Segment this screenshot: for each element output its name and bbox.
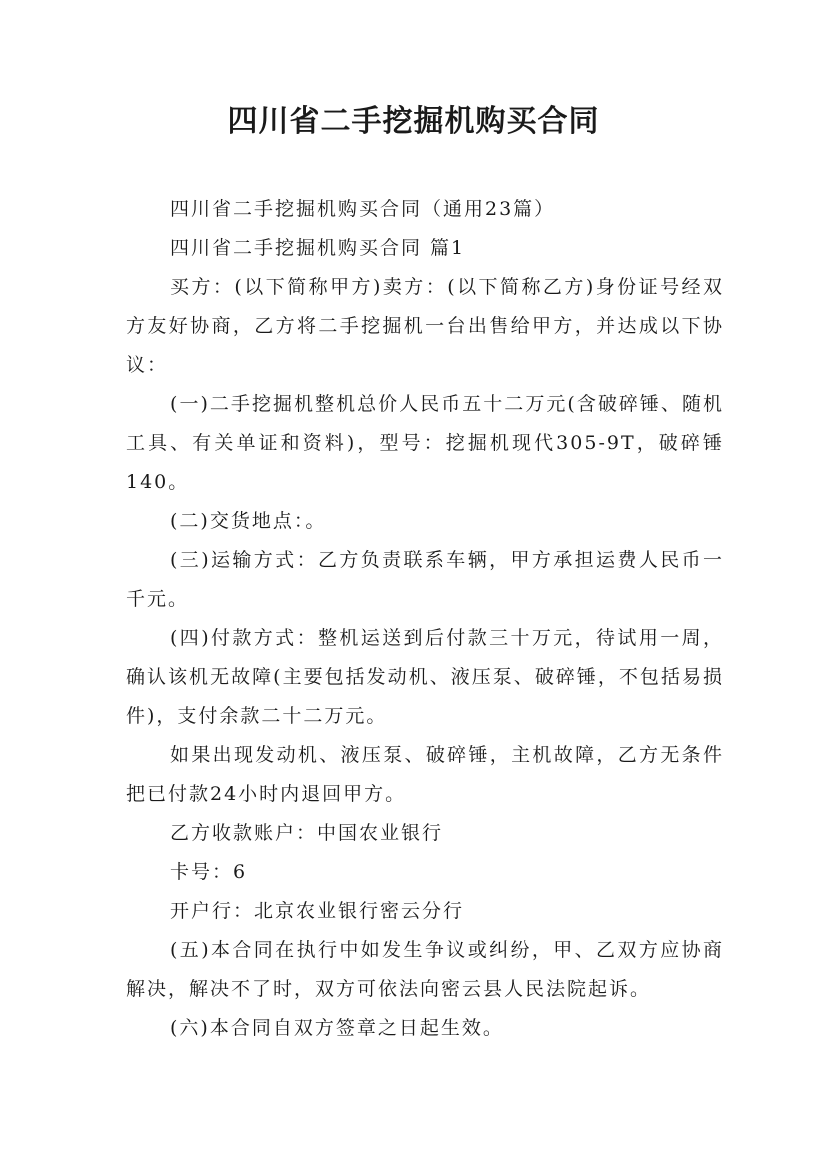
paragraph-clause-5-dispute: (五)本合同在执行中如发生争议或纠纷，甲、乙双方应协商解决，解决不了时，双方可依法向密云县人民法院起诉。 — [126, 939, 724, 1000]
document-title: 四川省二手挖掘机购买合同 — [227, 104, 600, 139]
paragraph-account: 乙方收款账户：中国农业银行 — [170, 822, 444, 844]
paragraph-section-heading: 四川省二手挖掘机购买合同 篇1 — [170, 237, 466, 259]
paragraph-subtitle: 四川省二手挖掘机购买合同（通用23篇） — [170, 198, 556, 220]
paragraph-clause-3-transport: (三)运输方式：乙方负责联系车辆，甲方承担运费人民币一千元。 — [126, 549, 724, 610]
paragraph-clause-2-delivery: (二)交货地点：。 — [170, 510, 327, 532]
paragraph-card-number: 卡号：6 — [170, 861, 248, 883]
document-body — [126, 190, 724, 1048]
paragraph-bank-branch: 开户行：北京农业银行密云分行 — [170, 900, 465, 922]
paragraph-clause-4-payment: (四)付款方式：整机运送到后付款三十万元，待试用一周，确认该机无故障(主要包括发动机、液压泵、破碎锤，不包括易损件)，支付余款二十二万元。 — [126, 627, 724, 727]
paragraph-parties: 买方：(以下简称甲方)卖方：(以下简称乙方)身份证号经双方友好协商，乙方将二手挖掘机一台出售给甲方，并达成以下协议： — [126, 276, 724, 376]
paragraph-refund: 如果出现发动机、液压泵、破碎锤，主机故障，乙方无条件把已付款24小时内退回甲方。 — [126, 744, 724, 805]
paragraph-clause-1-price: (一)二手挖掘机整机总价人民币五十二万元(含破碎锤、随机工具、有关单证和资料)，型号：挖掘机现代305-9T，破碎锤140。 — [126, 393, 724, 493]
paragraph-clause-6-effective: (六)本合同自双方签章之日起生效。 — [170, 1017, 504, 1039]
